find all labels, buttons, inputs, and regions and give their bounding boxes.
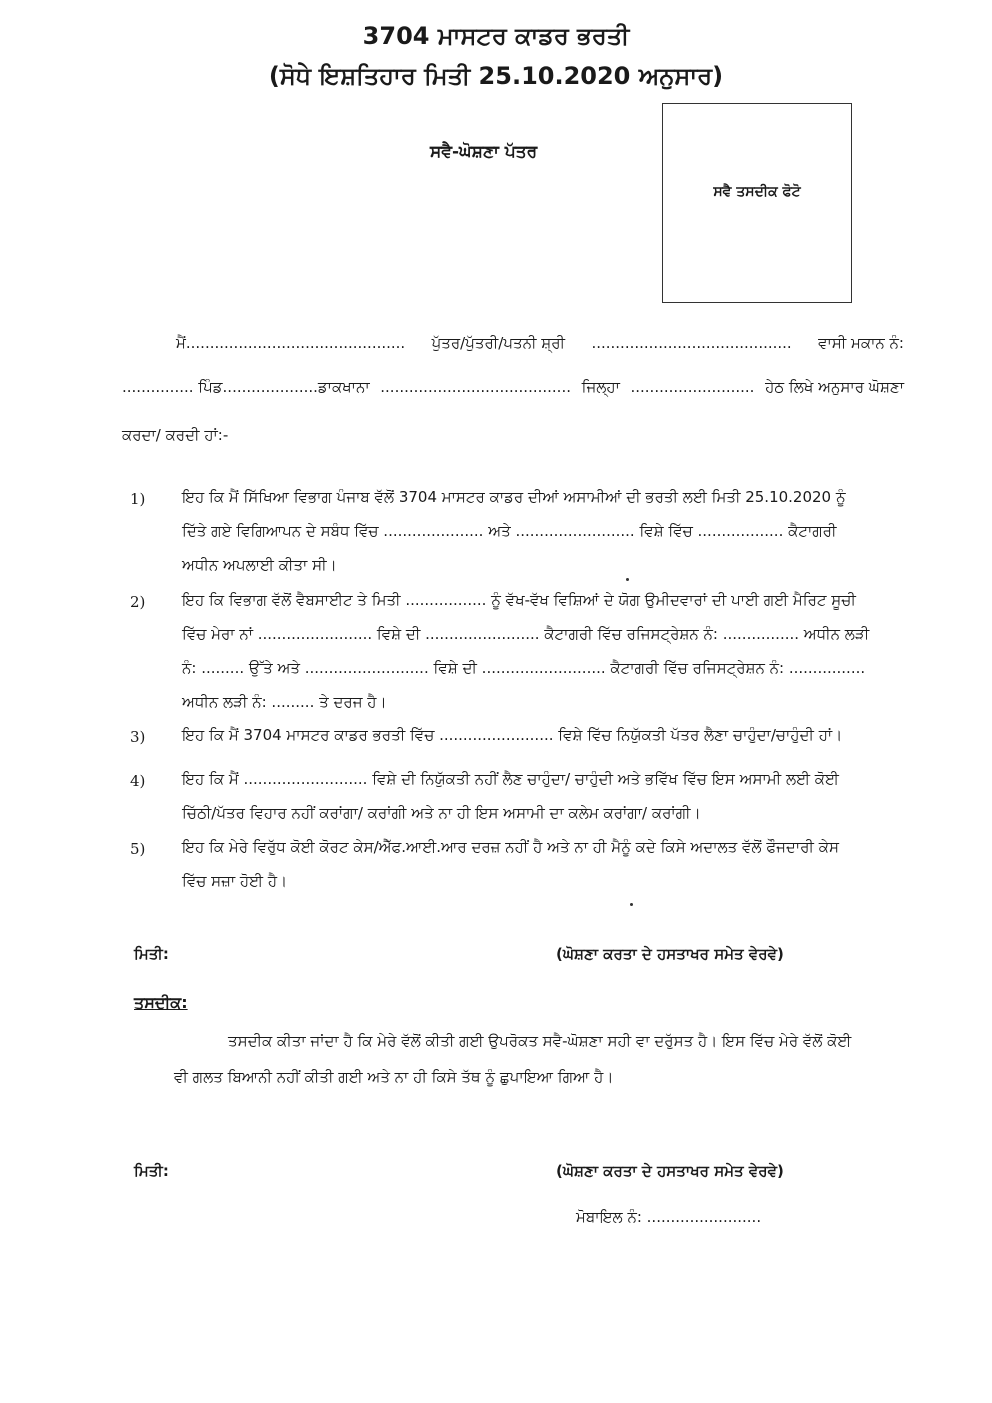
- clause-text: ਦਿੱਤੇ ਗਏ ਵਿਗਿਆਪਨ ਦੇ ਸਬੰਧ ਵਿੱਚ ..................... ਅਤੇ ......................... ਵਿਸ਼ੇ ਵਿੱਚ .................. ਕੈਟਾਗਰੀ: [182, 522, 837, 540]
- clause-text: ਅਧੀਨ ਅਪਲਾਈ ਕੀਤਾ ਸੀ।: [182, 556, 337, 574]
- clause-text: ਨੰ: ......... ਉੱਤੇ ਅਤੇ .......................... ਵਿਸ਼ੇ ਦੀ .......................... ਕੈਟਾਗਰੀ ਵਿੱਚ ਰਜਿਸਟ੍ਰੇਸ਼ਨ ਨੰ: ................: [182, 659, 866, 677]
- clause-text: ਇਹ ਕਿ ਵਿਭਾਗ ਵੱਲੋਂ ਵੈਬਸਾਈਟ ਤੇ ਮਿਤੀ ................. ਨੂੰ ਵੱਖ-ਵੱਖ ਵਿਸ਼ਿਆਂ ਦੇ ਯੋਗ ਉਮੀਦਵਾਰਾਂ ਦੀ ਪਾਈ ਗਈ ਮੈਰਿਟ ਸੂਚੀ: [182, 591, 856, 609]
- intro-declare-label: ਹੇਠ ਲਿਖੇ ਅਨੁਸਾਰ ਘੋਸ਼ਣਾ: [765, 378, 904, 396]
- clause-line: [182, 651, 890, 685]
- photo-box: [662, 103, 852, 303]
- clause-number: 1): [130, 490, 146, 508]
- document-subtitle: (ਸੋਧੇ ਇਸ਼ਤਿਹਾਰ ਮਿਤੀ 25.10.2020 ਅਨੁਸਾਰ): [268, 62, 724, 90]
- clause-line: [182, 830, 890, 864]
- clause-text: ਵਿੱਚ ਮੇਰਾ ਨਾਂ ........................ ਵਿਸ਼ੇ ਦੀ ........................ ਕੈਟਾਗਰੀ ਵਿੱਚ ਰਜਿਸਟ੍ਰੇਸ਼ਨ ਨੰ: ................ ਅਧੀਨ ਲੜੀ: [182, 625, 870, 643]
- clause-number: 4): [130, 772, 146, 790]
- clause-text: ਇਹ ਕਿ ਮੈਂ .......................... ਵਿਸ਼ੇ ਦੀ ਨਿਯੁੱਕਤੀ ਨਹੀਂ ਲੈਣ ਚਾਹੁੰਦਾ/ ਚਾਹੁੰਦੀ ਅਤੇ ਭਵਿੱਖ ਵਿੱਚ ਇਸ ਅਸਾਮੀ ਲਈ ਕੋਈ: [182, 770, 839, 788]
- intro-district-field: ..........................: [630, 378, 755, 396]
- clause-number: 5): [130, 840, 146, 858]
- intro-father-field: ..........................................: [591, 334, 792, 352]
- intro-name-field: ਮੈਂ..............................................: [176, 334, 406, 352]
- clause-line: [182, 718, 890, 752]
- intro-line-2: [122, 378, 904, 396]
- intro-house-label: ਵਾਸੀ ਮਕਾਨ ਨੰ:: [818, 334, 904, 352]
- document-title: 3704 ਮਾਸਟਰ ਕਾਡਰ ਭਰਤੀ: [362, 22, 630, 50]
- clause-3: [182, 718, 890, 752]
- intro-relation-label: ਪੁੱਤਰ/ਪੁੱਤਰੀ/ਪਤਨੀ ਸ਼੍ਰੀ: [431, 334, 566, 352]
- verification-line-2: ਵੀ ਗਲਤ ਬਿਆਨੀ ਨਹੀਂ ਕੀਤੀ ਗਈ ਅਤੇ ਨਾ ਹੀ ਕਿਸੇ ਤੱਥ ਨੂੰ ਛੁਪਾਇਆ ਗਿਆ ਹੈ।: [174, 1068, 614, 1086]
- verification-heading: ਤਸਦੀਕ:: [134, 993, 188, 1012]
- clause-2: [182, 583, 890, 719]
- scan-speck: [626, 578, 629, 581]
- clause-line: [182, 685, 890, 719]
- date-label: ਮਿਤੀ:: [134, 1162, 169, 1180]
- intro-line-1: [176, 334, 904, 352]
- clause-text: ਇਹ ਕਿ ਮੇਰੇ ਵਿਰੁੱਧ ਕੋਈ ਕੋਰਟ ਕੇਸ/ਐੱਫ.ਆਈ.ਆਰ ਦਰਜ਼ ਨਹੀਂ ਹੈ ਅਤੇ ਨਾ ਹੀ ਮੈਨੂੰ ਕਦੇ ਕਿਸੇ ਅਦਾਲਤ ਵੱਲੋਂ ਫੌਜਦਾਰੀ ਕੇਸ: [182, 838, 839, 856]
- clause-text: ਇਹ ਕਿ ਮੈਂ ਸਿੱਖਿਆ ਵਿਭਾਗ ਪੰਜਾਬ ਵੱਲੋਂ 3704 ਮਾਸਟਰ ਕਾਡਰ ਦੀਆਂ ਅਸਾਮੀਆਂ ਦੀ ਭਰਤੀ ਲਈ ਮਿਤੀ 25.10.2020 ਨੂੰ: [182, 488, 846, 506]
- mobile-number-field: ਮੋਬਾਇਲ ਨੰ: ........................: [576, 1208, 762, 1226]
- clause-line: [182, 548, 890, 582]
- clause-line: [182, 583, 890, 617]
- clause-line: [182, 480, 890, 514]
- clause-line: [182, 796, 890, 830]
- intro-line-3: ਕਰਦਾ/ ਕਰਦੀ ਹਾਂ:-: [122, 426, 229, 444]
- clause-1: [182, 480, 890, 582]
- form-name: ਸਵੈ-ਘੋਸ਼ਣਾ ਪੱਤਰ: [430, 142, 538, 162]
- clause-text: ਅਧੀਨ ਲੜੀ ਨੰ: ......... ਤੇ ਦਰਜ ਹੈ।: [182, 693, 387, 711]
- scan-speck: [630, 903, 633, 906]
- clause-4: [182, 762, 890, 830]
- clause-5: [182, 830, 890, 898]
- clause-line: [182, 514, 890, 548]
- clause-line: [182, 762, 890, 796]
- clause-text: ਇਹ ਕਿ ਮੈਂ 3704 ਮਾਸਟਰ ਕਾਡਰ ਭਰਤੀ ਵਿੱਚ ........................ ਵਿਸ਼ੇ ਵਿੱਚ ਨਿਯੁੱਕਤੀ ਪੱਤਰ ਲੈਣਾ ਚਾਹੁੰਦਾ/ਚਾਹੁੰਦੀ ਹਾਂ।: [182, 726, 843, 744]
- verification-line-1: [228, 1032, 904, 1050]
- verification-text: ਤਸਦੀਕ ਕੀਤਾ ਜਾਂਦਾ ਹੈ ਕਿ ਮੇਰੇ ਵੱਲੋਂ ਕੀਤੀ ਗਈ ਉਪਰੋਕਤ ਸਵੈ-ਘੋਸ਼ਣਾ ਸਹੀ ਵਾ ਦਰੁੱਸਤ ਹੈ। ਇਸ ਵਿੱਚ ਮੇਰੇ ਵੱਲੋਂ ਕੋਈ: [228, 1032, 852, 1050]
- clause-number: 2): [130, 593, 146, 611]
- clause-text: ਚਿੱਠੀ/ਪੱਤਰ ਵਿਹਾਰ ਨਹੀਂ ਕਰਾਂਗਾ/ ਕਰਾਂਗੀ ਅਤੇ ਨਾ ਹੀ ਇਸ ਅਸਾਮੀ ਦਾ ਕਲੇਮ ਕਰਾਂਗਾ/ ਕਰਾਂਗੀ।: [182, 804, 701, 822]
- signature-label: (ਘੋਸ਼ਣਾ ਕਰਤਾ ਦੇ ਹਸਤਾਖਰ ਸਮੇਤ ਵੇਰਵੇ): [556, 1162, 784, 1180]
- clause-number: 3): [130, 728, 146, 746]
- date-label: ਮਿਤੀ:: [134, 945, 169, 963]
- photo-label: ਸਵੈ ਤਸਦੀਕ ਫੋਟੋ: [713, 184, 801, 200]
- clause-text: ਵਿੱਚ ਸਜ਼ਾ ਹੋਈ ਹੈ।: [182, 872, 288, 890]
- intro-district-label: ਜਿਲ੍ਹਾ: [581, 378, 620, 396]
- clause-line: [182, 617, 890, 651]
- clause-line: [182, 864, 890, 898]
- signature-label: (ਘੋਸ਼ਣਾ ਕਰਤਾ ਦੇ ਹਸਤਾਖਰ ਸਮੇਤ ਵੇਰਵੇ): [556, 945, 784, 963]
- intro-postoffice-field: ........................................: [380, 378, 571, 396]
- intro-village-field: ............... ਪਿੰਡ....................ਡਾਕਖਾਨਾ: [122, 378, 370, 396]
